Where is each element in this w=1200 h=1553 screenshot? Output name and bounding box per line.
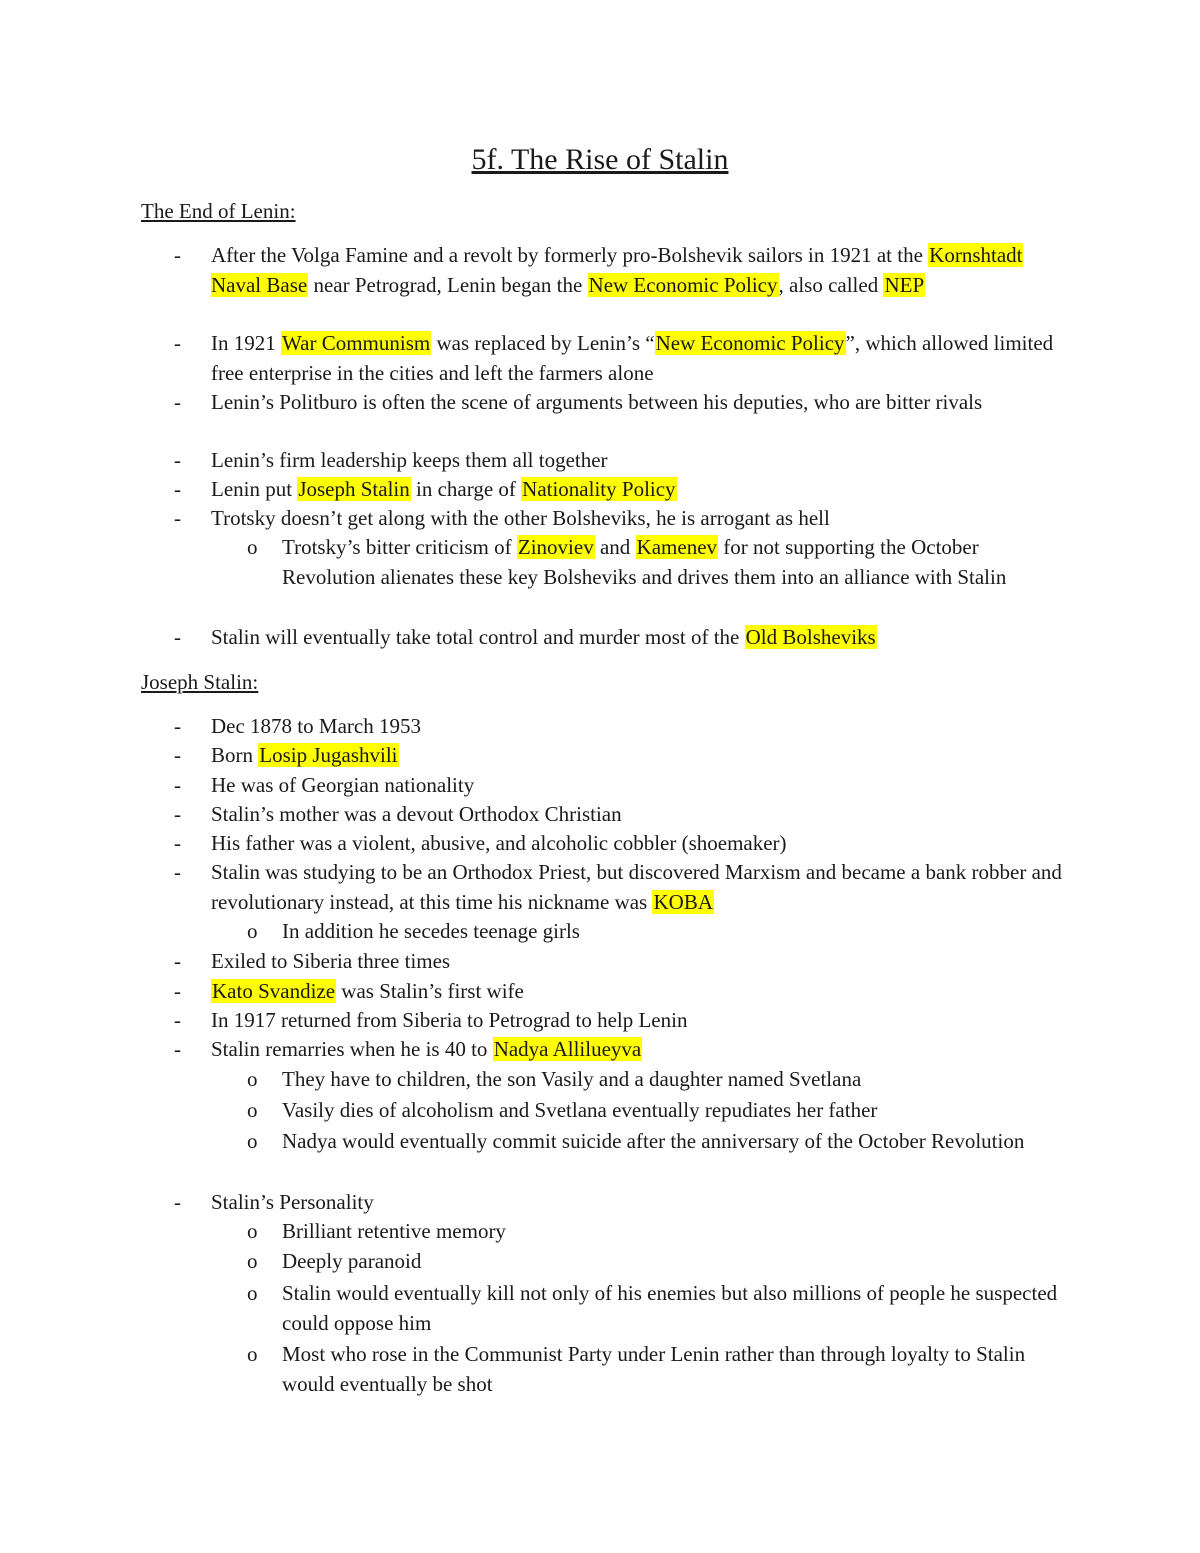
- text-segment: Stalin remarries when he is 40 to: [211, 1037, 493, 1061]
- list-item-text: [282, 1217, 1072, 1247]
- list-item-text: [211, 829, 1071, 859]
- highlighted-term: Nationality Policy: [522, 477, 676, 501]
- dash-bullet: -: [174, 448, 181, 472]
- circle-bullet: o: [247, 1342, 258, 1366]
- text-segment: Dec 1878 to March 1953: [211, 714, 421, 738]
- dash-bullet: -: [174, 743, 181, 767]
- list-item-text: [211, 446, 1071, 476]
- text-segment: They have to children, the son Vasily and a daughter named Svetlana: [282, 1067, 862, 1091]
- dash-bullet: -: [174, 1190, 181, 1214]
- list-item-text: [211, 623, 1071, 653]
- text-segment: Stalin will eventually take total control and murder most of the: [211, 625, 745, 649]
- list-item-text: [282, 1340, 1072, 1399]
- list-item-text: [282, 917, 1072, 947]
- dash-bullet: -: [174, 773, 181, 797]
- highlighted-term: Kornshtadt Naval Base: [211, 243, 1023, 297]
- list-item-text: [282, 1127, 1072, 1157]
- dash-bullet: -: [174, 331, 181, 355]
- dash-bullet: -: [174, 802, 181, 826]
- highlighted-term: KOBA: [653, 889, 713, 914]
- list-item-text: [211, 741, 1071, 771]
- text-segment: Stalin’s mother was a devout Orthodox Christian: [211, 802, 622, 826]
- circle-bullet: o: [247, 1067, 258, 1091]
- dash-bullet: -: [174, 1008, 181, 1032]
- text-segment: in charge of: [410, 477, 522, 501]
- text-segment: In addition he secedes teenage girls: [282, 919, 580, 943]
- list-item-text: [211, 475, 1071, 505]
- text-segment: Vasily dies of alcoholism and Svetlana eventually repudiates her father: [282, 1098, 878, 1122]
- list-item-text: [211, 329, 1071, 388]
- text-segment: Stalin was studying to be an Orthodox Priest, but discovered Marxism and became a bank robber and revolutionary instead, at this time his nickname was: [211, 860, 1062, 914]
- list-item-text: [211, 1006, 1071, 1036]
- section-heading: Joseph Stalin:: [141, 670, 259, 694]
- circle-bullet: o: [247, 1098, 258, 1122]
- highlighted-term: New Economic Policy: [655, 331, 845, 355]
- list-item-text: [282, 533, 1072, 592]
- circle-bullet: o: [247, 919, 258, 943]
- circle-bullet: o: [247, 1129, 258, 1153]
- dash-bullet: -: [174, 477, 181, 501]
- circle-bullet: o: [247, 535, 258, 559]
- text-segment: and: [594, 535, 636, 559]
- text-segment: Stalin’s Personality: [211, 1190, 374, 1214]
- highlighted-term: Joseph Stalin: [298, 477, 410, 501]
- text-segment: , also called: [778, 272, 884, 297]
- text-segment: was Stalin’s first wife: [336, 979, 524, 1003]
- text-segment: Lenin’s firm leadership keeps them all together: [211, 448, 608, 472]
- dash-bullet: -: [174, 243, 181, 267]
- text-segment: Born: [211, 743, 259, 767]
- text-segment: Lenin put: [211, 477, 298, 501]
- text-segment: Deeply paranoid: [282, 1249, 422, 1273]
- list-item-text: [211, 388, 1071, 418]
- circle-bullet: o: [247, 1249, 258, 1273]
- dash-bullet: -: [174, 860, 181, 884]
- list-item-text: [211, 771, 1071, 801]
- highlighted-term: Old Bolsheviks: [745, 625, 876, 649]
- text-segment: After the Volga Famine and a revolt by formerly pro-Bolshevik sailors in 1921 at the: [211, 243, 929, 267]
- list-item-text: [282, 1279, 1072, 1338]
- list-item-text: [211, 712, 1071, 742]
- dash-bullet: -: [174, 949, 181, 973]
- circle-bullet: o: [247, 1281, 258, 1305]
- highlighted-term: New Economic Policy: [588, 272, 778, 297]
- list-item-text: [211, 504, 1071, 534]
- text-segment: was replaced by Lenin’s “: [431, 331, 655, 355]
- page-title: 5f. The Rise of Stalin: [471, 143, 729, 176]
- list-item-text: [282, 1096, 1072, 1126]
- text-segment: ”, which allowed limited free enterprise in the cities and left the farmers alone: [211, 331, 1054, 385]
- highlighted-term: Losip Jugashvili: [259, 743, 398, 767]
- highlighted-term: War Communism: [282, 331, 431, 355]
- text-segment: for not supporting the October Revolution alienates these key Bolsheviks and drives them into an alliance with Stalin: [282, 535, 1007, 589]
- highlighted-term: Zinoviev: [517, 535, 594, 559]
- circle-bullet: o: [247, 1219, 258, 1243]
- list-item-text: [211, 800, 1071, 830]
- dash-bullet: -: [174, 625, 181, 649]
- list-item-text: [211, 858, 1071, 917]
- list-item-text: [211, 241, 1071, 300]
- text-segment: Exiled to Siberia three times: [211, 949, 451, 973]
- list-item-text: [282, 1065, 1072, 1095]
- text-segment: Stalin would eventually kill not only of his enemies but also millions of people he suspected could oppose him: [282, 1281, 1058, 1335]
- dash-bullet: -: [174, 1037, 181, 1061]
- highlighted-term: Kamenev: [636, 535, 718, 559]
- list-item-text: [211, 1035, 1071, 1065]
- dash-bullet: -: [174, 714, 181, 738]
- text-segment: His father was a violent, abusive, and alcoholic cobbler (shoemaker): [211, 831, 787, 855]
- dash-bullet: -: [174, 979, 181, 1003]
- text-segment: He was of Georgian nationality: [211, 773, 475, 797]
- text-segment: Most who rose in the Communist Party under Lenin rather than through loyalty to Stalin would eventually be shot: [282, 1342, 1026, 1396]
- list-item-text: [211, 977, 1071, 1007]
- list-item-text: [282, 1247, 1072, 1277]
- text-segment: Trotsky’s bitter criticism of: [282, 535, 517, 559]
- list-item-text: [211, 947, 1071, 977]
- text-segment: Nadya would eventually commit suicide after the anniversary of the October Revolution: [282, 1129, 1025, 1153]
- text-segment: Lenin’s Politburo is often the scene of arguments between his deputies, who are bitter rivals: [211, 390, 983, 414]
- text-segment: In 1921: [211, 331, 281, 355]
- text-segment: Brilliant retentive memory: [282, 1219, 506, 1243]
- dash-bullet: -: [174, 506, 181, 530]
- highlighted-term: NEP: [884, 272, 925, 297]
- dash-bullet: -: [174, 831, 181, 855]
- section-heading: The End of Lenin:: [141, 199, 296, 223]
- list-item-text: [211, 1188, 1071, 1218]
- text-segment: near Petrograd, Lenin began the: [308, 272, 588, 297]
- highlighted-term: Kato Svandize: [212, 979, 336, 1003]
- text-segment: In 1917 returned from Siberia to Petrograd to help Lenin: [211, 1008, 688, 1032]
- dash-bullet: -: [174, 390, 181, 414]
- text-segment: Trotsky doesn’t get along with the other Bolsheviks, he is arrogant as hell: [211, 506, 830, 530]
- highlighted-term: Nadya Allilueyva: [493, 1037, 642, 1061]
